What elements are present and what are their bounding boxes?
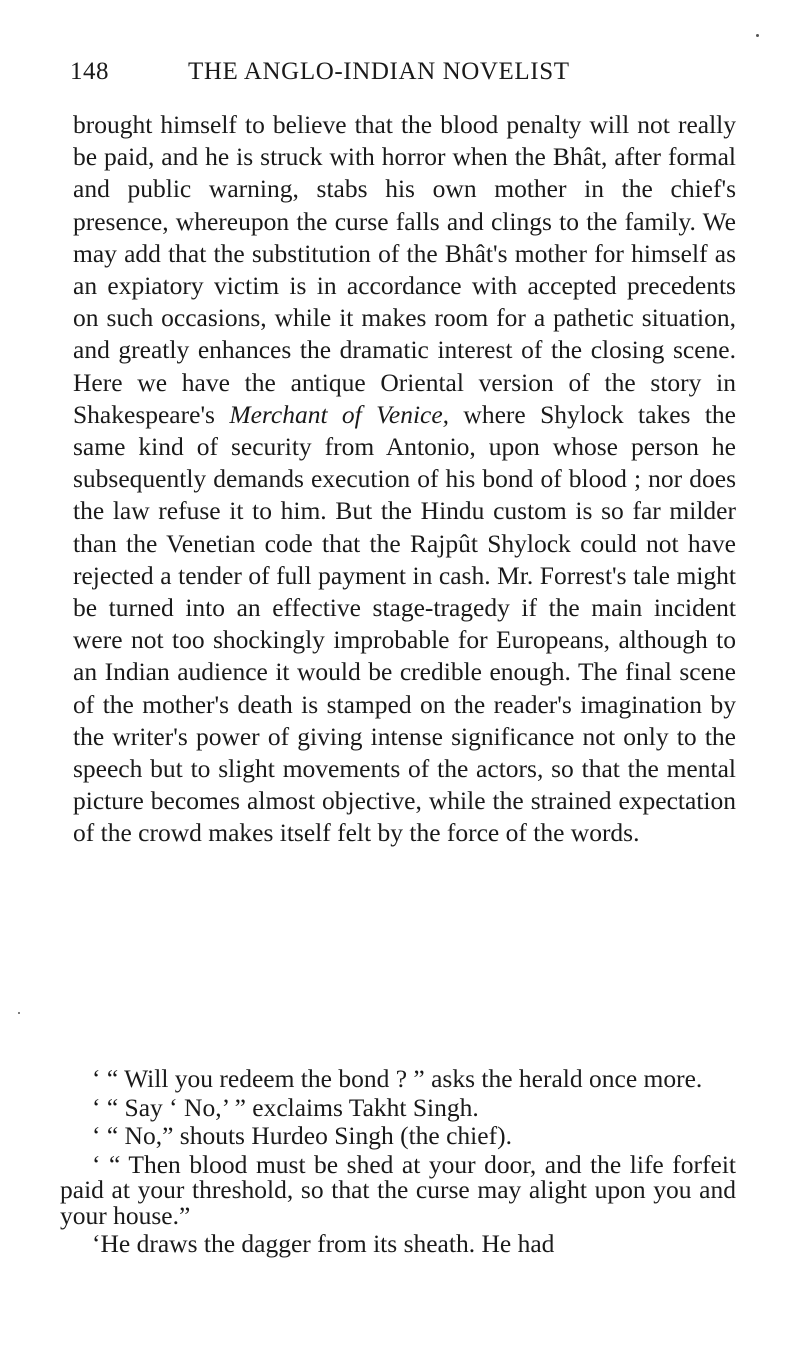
body-text-before-title: brought himself to believe that the blood penalty will not really be paid, and he is struck with horror when the Bhât, after formal and public warning, stabs his own mother in the chief's presence, whereupon the curse falls and clings to the family. We may add that the substitution of the Bhât's mother for himself as an expiatory victim is in accordance with accepted precedents on such occasions, while it makes room for a pathetic situation, and greatly enhances the dramatic interest of the closing scene. Here we have the antique Oriental version of the story in Shakespeare's [73, 110, 736, 429]
quote-line: ‘ “ Will you redeem the bond ? ” asks the herald once more. [92, 1064, 703, 1093]
page-number: 148 [70, 58, 109, 85]
quote-line: ‘He draws the dagger from its sheath. He had [92, 1229, 555, 1258]
quote-line: ‘ “ No,” shouts Hurdeo Singh (the chief). [92, 1121, 512, 1150]
body-paragraph [73, 109, 736, 850]
running-head [70, 58, 735, 92]
italic-work-title: Merchant of Venice, [229, 399, 450, 429]
quoted-passage [60, 1066, 736, 1260]
quote-line: ‘ “ Then blood must be shed at your door, and the life forfeit paid at your threshold, so that the curse may alight upon you and your house.” [60, 1149, 736, 1230]
quote-line: ‘ “ Say ‘ No,’ ” exclaims Takht Singh. [92, 1092, 479, 1122]
scan-speck [756, 34, 759, 37]
running-title: THE ANGLO-INDIAN NOVELIST [188, 58, 570, 85]
scan-speck [18, 1012, 20, 1014]
body-text-after-title: where Shylock takes the same kind of security from Antonio, upon whose person he subsequently demands execution of his bond of blood ; nor does the law refuse it to him. But the Hindu custom is so far milder than the Venetian code that the Rajpût Shylock could not have rejected a tender of full payment in cash. Mr. Forrest's tale might be turned into an effective stage-tragedy if the main incident were not too shockingly improbable for Europeans, although to an Indian audience it would be credible enough. The final scene of the mother's death is stamped on the reader's imagination by the writer's power of giving intense significance not only to the speech but to slight movements of the actors, so that the mental picture becomes almost objective, while the strained expectation of the crowd makes itself felt by the force of the words. [73, 399, 736, 848]
